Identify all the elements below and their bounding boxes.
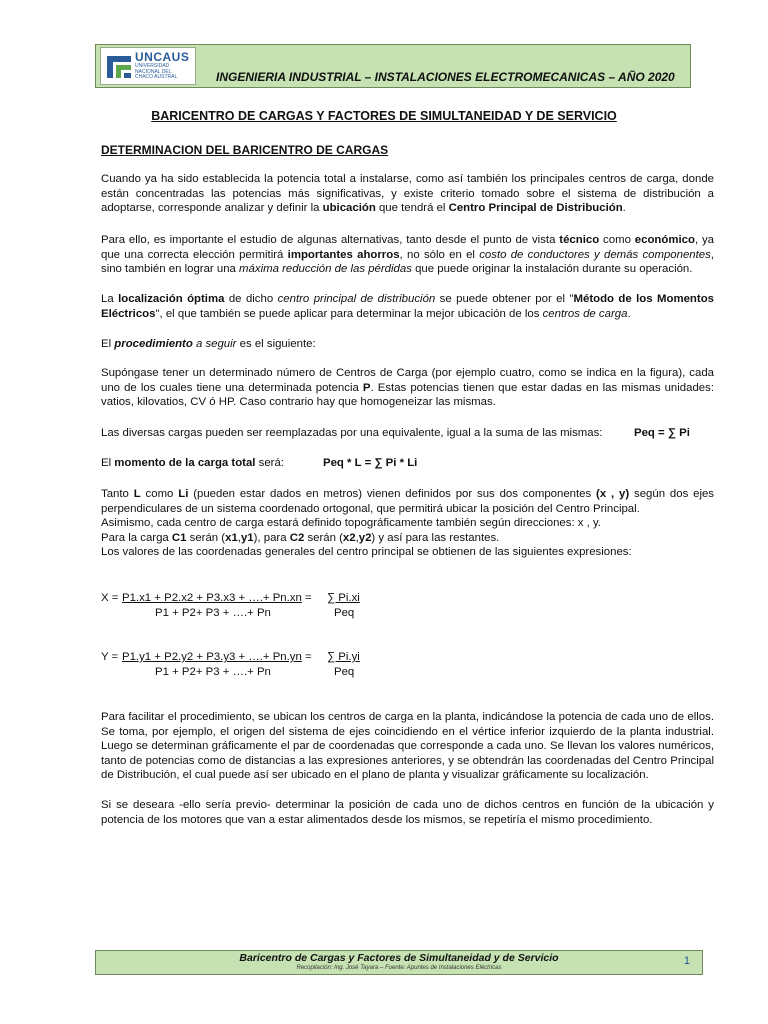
paragraph-10: Para la carga C1 serán (x1,y1), para C2 serán (x2,y2) y así para las restantes. xyxy=(101,532,500,544)
logo-name: UNCAUS xyxy=(135,50,190,64)
footer-title: Baricentro de Cargas y Factores de Simultaneidad y de Servicio xyxy=(239,952,559,964)
formula-y-lhs: Y = xyxy=(101,651,119,663)
formula-y-peq: Peq xyxy=(334,666,355,678)
paragraph-13: Si se deseara -ello sería previo- determinar la posición de cada uno de dichos centros en función de la ubicación y potencia de los motores que van a estar alimentados desde los mismos, se repetiría el mismo procedimiento. xyxy=(101,799,714,826)
formula-x-peq: Peq xyxy=(334,607,355,619)
uncaus-logo xyxy=(100,47,196,85)
formula-x-numerator: P1.x1 + P2.x2 + P3.x3 + ….+ Pn.xn xyxy=(122,592,302,604)
formula-x-sum: ∑ Pi.xi xyxy=(327,592,360,604)
page-footer xyxy=(95,950,703,975)
paragraph-3: La localización óptima de dicho centro principal de distribución se puede obtener por el "Método de los Momentos Eléctricos", el que también se puede aplicar para determinar la mejor ubicación de los centros de carga. xyxy=(101,293,714,320)
moment-formula: Peq * L = ∑ Pi * Li xyxy=(323,457,418,469)
section-heading: DETERMINACION DEL BARICENTRO DE CARGAS xyxy=(101,143,389,157)
paragraph-11: Los valores de las coordenadas generales del centro principal se obtienen de las siguientes expresiones: xyxy=(101,546,632,558)
header-title: INGENIERIA INDUSTRIAL – INSTALACIONES ELECTROMECANICAS – AÑO 2020 xyxy=(216,70,675,84)
page-header xyxy=(95,44,691,88)
document-title: BARICENTRO DE CARGAS Y FACTORES DE SIMULTANEIDAD Y DE SERVICIO xyxy=(151,109,617,123)
formula-x-denominator: P1 + P2+ P3 + ….+ Pn xyxy=(155,607,271,619)
logo-subtitle: UNIVERSIDAD NACIONAL DEL CHACO AUSTRAL xyxy=(135,63,178,80)
paragraph-8: Tanto L como Li (pueden estar dados en metros) vienen definidos por sus dos componentes (x , y) según dos ejes perpendiculares de un sistema coordenado ortogonal, que permitirá ubicar la posición del Centro Principal. xyxy=(101,488,715,515)
paragraph-4: El procedimiento a seguir es el siguiente: xyxy=(101,338,316,350)
formula-x-lhs: X = xyxy=(101,592,119,604)
formula-y-denominator: P1 + P2+ P3 + ….+ Pn xyxy=(155,666,271,678)
footer-credit: Recopilación: Ing. José Tayara – Fuente: Apuntes de Instalaciones Eléctricas xyxy=(296,965,502,971)
paragraph-7: El momento de la carga total será: xyxy=(101,457,284,469)
page-number: 1 xyxy=(683,955,690,967)
formula-y-equals: = xyxy=(305,651,312,663)
paragraph-1: Cuando ya ha sido establecida la potencia total a instalarse, como así también los principales centros de carga, donde están concentradas las potencias más significativas, y existe criterio tomado sobre el sistema de distribución a adoptarse, corresponde analizar y definir la ubicación que tendrá el Centro Principal de Distribución. xyxy=(101,173,714,215)
paragraph-9: Asimismo, cada centro de carga estará definido topográficamente también según direcciones: x , y. xyxy=(101,517,601,529)
paragraph-2: Para ello, es importante el estudio de algunas alternativas, tanto desde el punto de vista técnico como económico, ya que una correcta elección permitirá importantes ahorros, no sólo en el costo de conductores y demás componentes, sino también en lograr una máxima reducción de las pérdidas que puede originar la instalación durante su operación. xyxy=(101,234,715,276)
formula-x-equals: = xyxy=(305,592,312,604)
formula-y-sum: ∑ Pi.yi xyxy=(327,651,360,663)
logo-emblem-icon xyxy=(105,52,133,80)
paragraph-6: Las diversas cargas pueden ser reemplazadas por una equivalente, igual a la suma de las mismas: xyxy=(101,427,603,439)
paragraph-5: Supóngase tener un determinado número de Centros de Carga (por ejemplo cuatro, como se indica en la figura), cada uno de los cuales tiene una determinada potencia P. Estas potencias tienen que estar dadas en las mismas unidades: vatios, kilovatios, CV ó HP. Caso contrario hay que homogeneizar las mismas. xyxy=(101,367,714,409)
paragraph-12: Para facilitar el procedimiento, se ubican los centros de carga en la planta, indicándose la potencia de cada uno de ellos. Se toma, por ejemplo, el origen del sistema de ejes coincidiendo en el vértice inferior izquierdo de la planta industrial. Luego se determinan gráficamente el par de coordenadas que corresponde a cada uno. Se llevan los valores numéricos, tanto de potencias como de distancias a las expresiones anteriores, y se obtendrán las coordenadas del Centro Principal de Distribución, el cual puede así ser ubicado en el plano de planta y visualizar gráficamente su localización. xyxy=(101,711,714,782)
peq-formula: Peq = ∑ Pi xyxy=(634,427,690,439)
formula-y-numerator: P1.y1 + P2.y2 + P3.y3 + ….+ Pn.yn xyxy=(122,651,302,663)
